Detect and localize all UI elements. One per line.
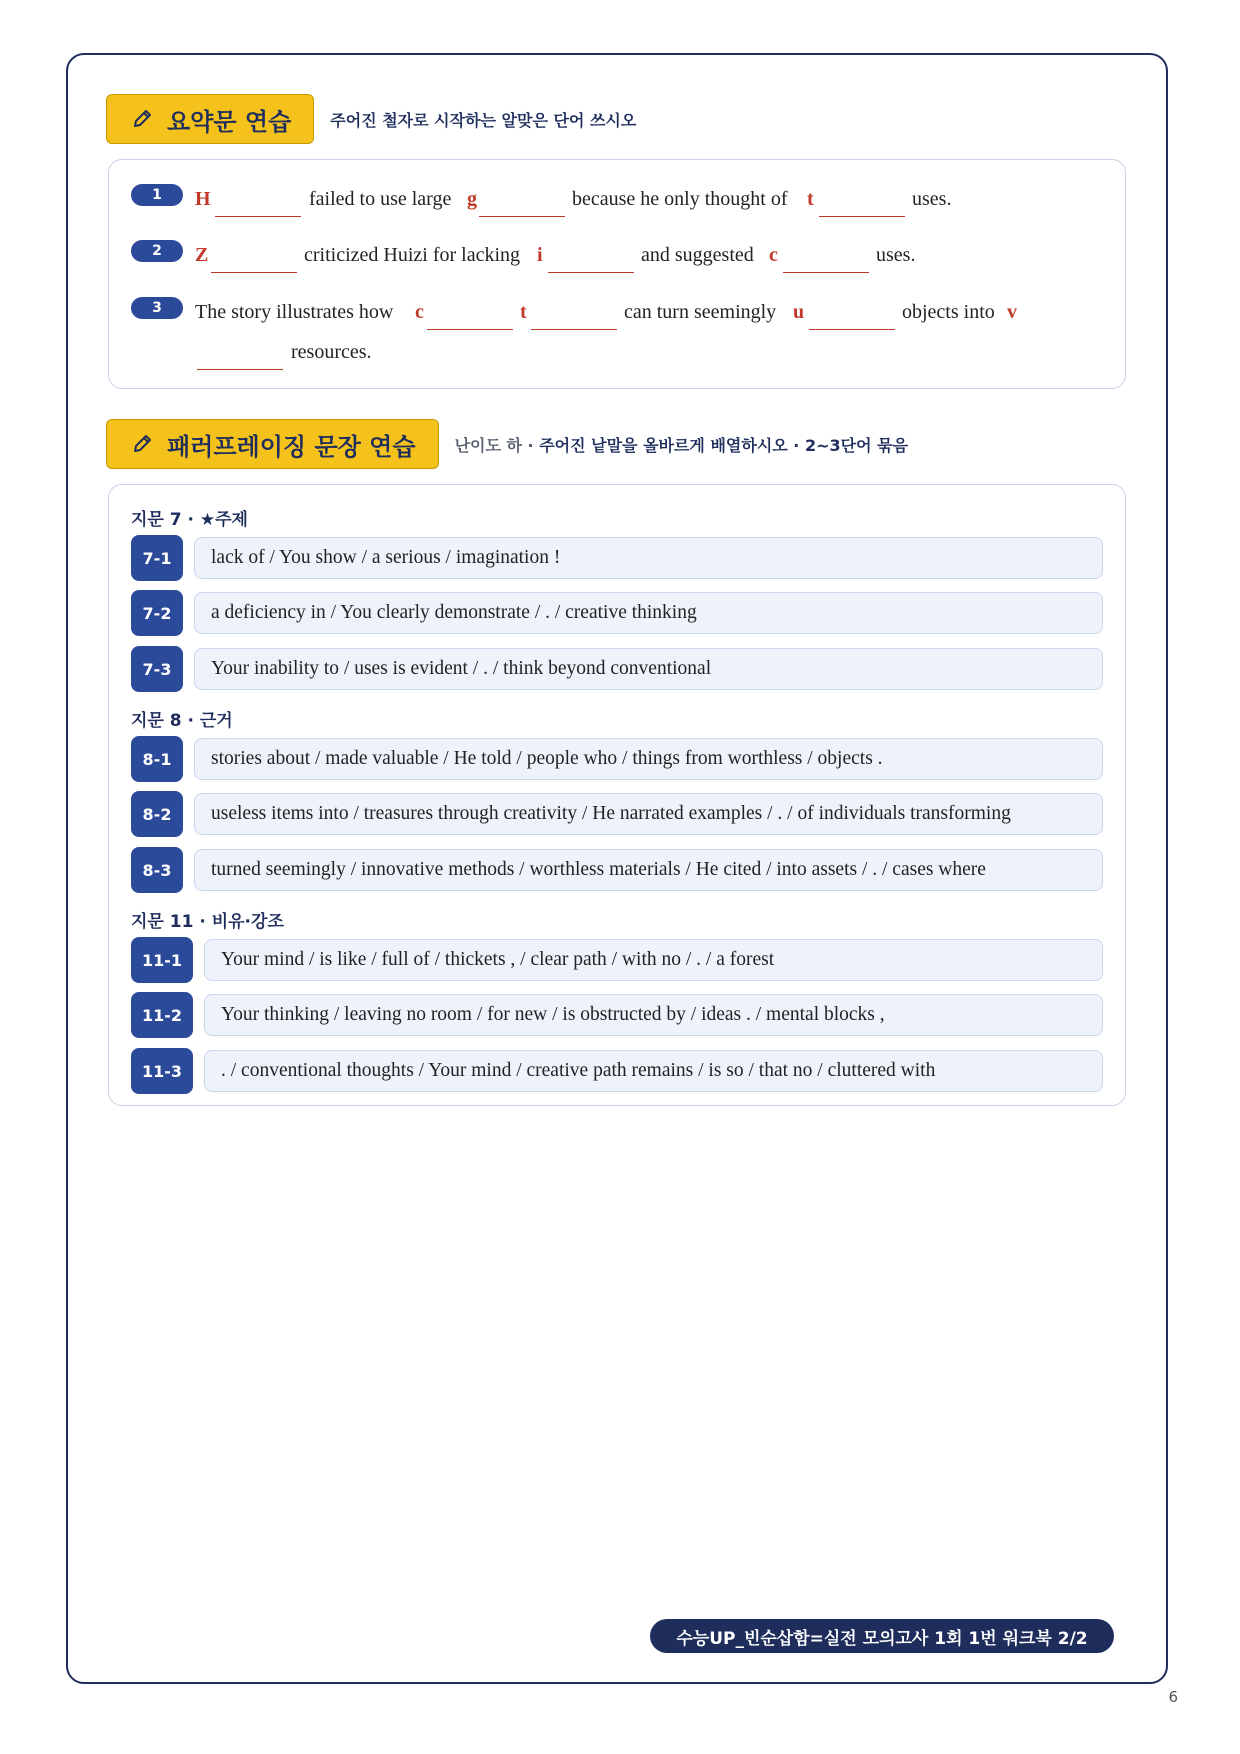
page-number: 6 bbox=[1168, 1688, 1178, 1706]
answer-blank[interactable] bbox=[211, 272, 297, 273]
answer-blank[interactable] bbox=[197, 369, 283, 370]
hint-letter: v bbox=[1007, 301, 1017, 323]
hint-letter: c bbox=[415, 301, 424, 323]
pencil-icon bbox=[131, 108, 153, 130]
answer-blank[interactable] bbox=[215, 216, 301, 217]
answer-blank[interactable] bbox=[809, 329, 895, 330]
summary-instruction: 주어진 철자로 시작하는 알맞은 단어 쓰시오 bbox=[330, 110, 637, 130]
paraphrase-box bbox=[108, 484, 1126, 1106]
item-number-badge: 11-3 bbox=[131, 1048, 193, 1094]
paraphrase-section-header bbox=[106, 419, 908, 469]
word-chunks-field[interactable]: Your inability to / uses is evident / . / think beyond conventional bbox=[194, 648, 1103, 690]
word-chunks-field[interactable]: a deficiency in / You clearly demonstrate / . / creative thinking bbox=[194, 592, 1103, 634]
paraphrase-row bbox=[131, 590, 1103, 636]
hint-letter: u bbox=[793, 301, 805, 323]
summary-text: because he only thought of bbox=[572, 188, 788, 210]
passage-group-label: 지문 8 · 근거 bbox=[131, 711, 233, 731]
item-number-badge: 11-2 bbox=[131, 992, 193, 1038]
item-number-badge: 3 bbox=[131, 297, 183, 319]
paraphrase-row bbox=[131, 736, 1103, 782]
summary-section-title: 요약문 연습 bbox=[167, 107, 292, 136]
answer-blank[interactable] bbox=[548, 272, 634, 273]
answer-blank[interactable] bbox=[531, 329, 617, 330]
word-chunks-field[interactable]: Your mind / is like / full of / thickets , / clear path / with no / . / a forest bbox=[204, 939, 1103, 981]
paraphrase-row bbox=[131, 535, 1103, 581]
summary-text: The story illustrates how bbox=[195, 301, 394, 323]
summary-text: resources. bbox=[291, 341, 372, 363]
summary-item-2 bbox=[109, 236, 1125, 276]
summary-section-header bbox=[106, 94, 636, 144]
summary-section-tag bbox=[106, 94, 314, 144]
item-number-badge: 11-1 bbox=[131, 937, 193, 983]
workbook-footer-label: 수능UP_빈순삽함=실전 모의고사 1회 1번 워크북 2/2 bbox=[650, 1619, 1114, 1653]
hint-letter: H bbox=[195, 188, 211, 210]
pencil-icon bbox=[131, 433, 153, 455]
summary-text: and suggested bbox=[641, 244, 754, 266]
summary-text: uses. bbox=[876, 244, 916, 266]
word-chunks-field[interactable]: lack of / You show / a serious / imagination ! bbox=[194, 537, 1103, 579]
passage-group-label: 지문 7 · ★주제 bbox=[131, 510, 248, 530]
paraphrase-row bbox=[131, 646, 1103, 692]
summary-item-1 bbox=[109, 180, 1125, 220]
item-number-badge: 7-2 bbox=[131, 590, 183, 636]
paraphrase-row bbox=[131, 937, 1103, 983]
item-number-badge: 8-2 bbox=[131, 791, 183, 837]
hint-letter: g bbox=[467, 188, 477, 210]
word-chunks-field[interactable]: stories about / made valuable / He told / people who / things from worthless / objects . bbox=[194, 738, 1103, 780]
summary-text: criticized Huizi for lacking bbox=[304, 244, 521, 266]
item-number-badge: 7-1 bbox=[131, 535, 183, 581]
answer-blank[interactable] bbox=[479, 216, 565, 217]
word-chunks-field[interactable]: useless items into / treasures through creativity / He narrated examples / . / of individuals transforming bbox=[194, 793, 1103, 835]
hint-letter: i bbox=[537, 244, 543, 266]
word-chunks-field[interactable]: turned seemingly / innovative methods / worthless materials / He cited / into assets / . / cases where bbox=[194, 849, 1103, 891]
item-number-badge: 8-3 bbox=[131, 847, 183, 893]
instruction-text: 주어진 낱말을 올바르게 배열하시오 · 2~3단어 묶음 bbox=[539, 435, 909, 455]
paraphrase-instruction bbox=[455, 433, 908, 456]
hint-letter: t bbox=[520, 301, 527, 323]
paraphrase-row bbox=[131, 791, 1103, 837]
difficulty-label: 난이도 하 · bbox=[454, 435, 534, 455]
answer-blank[interactable] bbox=[819, 216, 905, 217]
summary-item-3 bbox=[109, 293, 1125, 333]
word-chunks-field[interactable]: . / conventional thoughts / Your mind / creative path remains / is so / that no / cluttered with bbox=[204, 1050, 1103, 1092]
passage-group-label: 지문 11 · 비유·강조 bbox=[131, 912, 284, 932]
answer-blank[interactable] bbox=[427, 329, 513, 330]
summary-text: uses. bbox=[912, 188, 952, 210]
summary-text: failed to use large bbox=[309, 188, 452, 210]
item-number-badge: 1 bbox=[131, 184, 183, 206]
summary-box bbox=[108, 159, 1126, 389]
answer-blank[interactable] bbox=[783, 272, 869, 273]
paraphrase-row bbox=[131, 1048, 1103, 1094]
hint-letter: Z bbox=[195, 244, 209, 266]
paraphrase-row bbox=[131, 992, 1103, 1038]
hint-letter: c bbox=[769, 244, 778, 266]
word-chunks-field[interactable]: Your thinking / leaving no room / for new / is obstructed by / ideas . / mental blocks , bbox=[204, 994, 1103, 1036]
summary-item-3-continued bbox=[109, 333, 1125, 373]
paraphrase-section-tag bbox=[106, 419, 439, 469]
item-number-badge: 7-3 bbox=[131, 646, 183, 692]
paraphrase-section-title: 패러프레이징 문장 연습 bbox=[167, 432, 416, 461]
summary-text: can turn seemingly bbox=[624, 301, 777, 323]
hint-letter: t bbox=[807, 188, 814, 210]
item-number-badge: 2 bbox=[131, 240, 183, 262]
summary-text: objects into bbox=[902, 301, 995, 323]
paraphrase-row bbox=[131, 847, 1103, 893]
item-number-badge: 8-1 bbox=[131, 736, 183, 782]
